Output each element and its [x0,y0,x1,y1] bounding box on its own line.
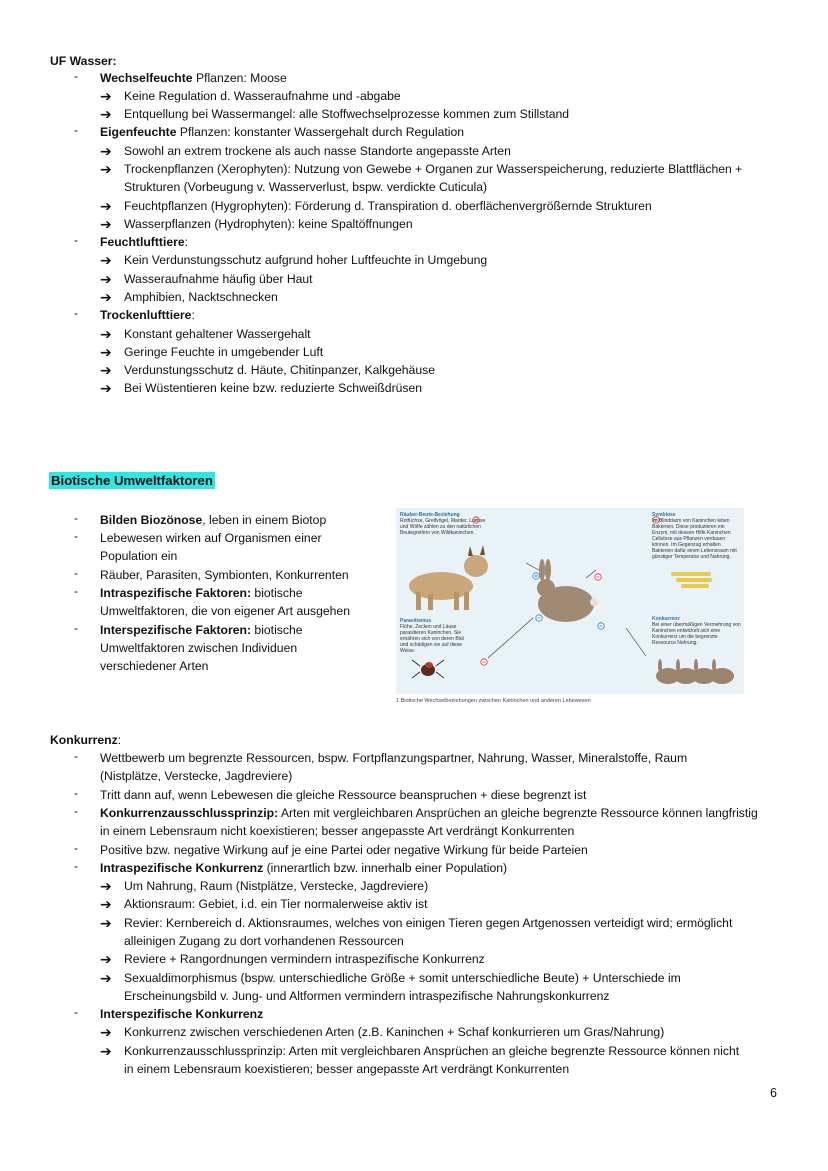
arrow-icon: ➔ [100,143,112,159]
page-number: 6 [770,1086,777,1100]
bullet-dash: - [74,584,79,598]
sub-item: Wasserpflanzen (Hydrophyten): keine Spaltöffnungen [124,217,413,231]
list-item-continued: verschiedener Arten [100,659,209,673]
bullet-dash: - [74,306,79,320]
list-item: Eigenfeuchte Pflanzen: konstanter Wassergehalt durch Regulation [100,125,465,139]
section-heading-biotisch: Biotische Umweltfaktoren [51,473,213,488]
bullet-dash: - [74,123,79,137]
arrow-icon: ➔ [100,252,112,268]
arrow-icon: ➔ [100,915,112,931]
arrow-icon: ➔ [100,970,112,986]
arrow-icon: ➔ [100,161,112,177]
sub-item: Konkurrenz zwischen verschiedenen Arten (z.B. Kaninchen + Schaf konkurrieren um Gras/Nahrung) [124,1025,665,1039]
connector-line [488,618,533,658]
bullet-dash: - [74,566,79,580]
sub-item: Konkurrenzausschlussprinzip: Arten mit vergleichbaren Ansprüchen an gleiche begrenzte Ressource können nicht [124,1044,740,1058]
list-item: Intraspezifische Konkurrenz (innerartlich bzw. innerhalb einer Population) [100,861,508,875]
section-title-konkurrenz: Konkurrenz: [50,733,122,747]
list-item: Interspezifische Faktoren: biotische [100,623,303,637]
arrow-icon: ➔ [100,271,112,287]
sub-item: Revier: Kernbereich d. Aktionsraumes, welches von einigen Tieren gegen Artgenossen verteidigt wird; ermöglicht [124,916,733,930]
list-item: Intraspezifische Faktoren: biotische [100,586,303,600]
list-item-continued: Population ein [100,549,178,563]
minus-marker-icon [598,623,604,629]
list-item: Räuber, Parasiten, Symbionten, Konkurrenten [100,568,349,582]
list-item: Trockenlufttiere: [100,308,195,322]
rabbit-group-icon [656,659,734,684]
minus-marker-icon [536,615,542,621]
figure-label-parasitism: Parasitismus Flöhe, Zecken und Läuse parasitieren Kaninchen. Sie ernähren sich von deren Blut und schädigen sie auf diese Weise. [400,618,464,654]
bullet-dash: - [74,1005,79,1019]
sub-item: Reviere + Rangordnungen vermindern intraspezifische Konkurrenz [124,952,485,966]
rabbit-icon [537,559,598,622]
sub-item: Amphibien, Nacktschnecken [124,290,278,304]
bullet-dash: - [74,511,79,525]
list-item: Interspezifische Konkurrenz [100,1007,264,1021]
tick-icon [412,660,444,678]
list-item: Feuchtlufttiere: [100,235,189,249]
figure-label-competition: Konkurrenz Bei einer übermäßigen Vermehrung von Kaninchen entwickelt sich eine Konkurrenz um die begrenzte Ressource Nahrung. [652,616,741,646]
sub-item: Geringe Feuchte in umgebender Luft [124,345,324,359]
list-item: Positive bzw. negative Wirkung auf je eine Partei oder negative Wirkung für beide Parteien [100,843,588,857]
arrow-icon: ➔ [100,362,112,378]
lynx-icon [409,545,488,610]
arrow-icon: ➔ [100,88,112,104]
sub-item-continued: in einem Lebensraum koexistieren; besser angepasste Art verdrängt Konkurrenten [124,1062,570,1076]
plus-marker-icon [533,573,539,579]
sub-item: Keine Regulation d. Wasseraufnahme und -abgabe [124,89,401,103]
bullet-dash: - [74,233,79,247]
sub-item: Entquellung bei Wassermangel: alle Stoffwechselprozesse kommen zum Stillstand [124,107,570,121]
list-item: Bilden Biozönose, leben in einem Biotop [100,513,327,527]
arrow-icon: ➔ [100,380,112,396]
plus-marker-icon [595,574,601,580]
bacteria-icon [671,572,712,588]
bullet-dash: - [74,621,79,635]
sub-item: Trockenpflanzen (Xerophyten): Nutzung von Gewebe + Organen zur Wasserspeicherung, reduzierte Blattflächen + [124,162,743,176]
sub-item: Aktionsraum: Gebiet, i.d. ein Tier normalerweise aktiv ist [124,897,428,911]
sub-item: Wasseraufnahme häufig über Haut [124,272,313,286]
arrow-icon: ➔ [100,344,112,360]
arrow-icon: ➔ [100,216,112,232]
list-item: Wechselfeuchte Pflanzen: Moose [100,71,287,85]
arrow-icon: ➔ [100,289,112,305]
list-item-continued: in einem Lebensraum nicht koexistieren; besser angepasste Art verdrängt Konkurrenten [100,824,575,838]
bullet-dash: - [74,69,79,83]
list-item: Tritt dann auf, wenn Lebewesen die gleiche Ressource beanspruchen + diese begrenzt ist [100,788,587,802]
sub-item: Kein Verdunstungsschutz aufgrund hoher Luftfeuchte in Umgebung [124,253,488,267]
sub-item-continued: alleinigen Zugang zu dort vorhandenen Ressourcen [124,934,404,948]
bullet-dash: - [74,529,79,543]
arrow-icon: ➔ [100,878,112,894]
minus-marker-icon [481,659,487,665]
arrow-icon: ➔ [100,198,112,214]
figure-caption: 1 Biotische Wechselbeziehungen zwischen Kaninchen und anderen Lebewesen [396,698,591,704]
sub-item: Sowohl an extrem trockene als auch nasse Standorte angepasste Arten [124,144,511,158]
sub-item: Verdunstungsschutz d. Häute, Chitinpanzer, Kalkgehäuse [124,363,435,377]
sub-item: Um Nahrung, Raum (Nistplätze, Verstecke, Jagdreviere) [124,879,429,893]
figure-label-symbiosis: Symbiose Im Blinddarm von Kaninchen leben Bakterien. Diese produzieren ein Enzym, mit dessen Hilfe Kaninchen Cellulose aus Pflanzen verdauen können. Im Gegenzug erhalten Bakterien dafür einen Lebensraum mit günstiger Temperatur und Nahrung. [652,512,737,560]
arrow-icon: ➔ [100,1043,112,1059]
sub-item-continued: Erscheinungsbild v. Jung- und Altformen vermindern intraspezifische Nahrungskonkurrenz [124,989,610,1003]
list-item-continued: (Nistplätze, Verstecke, Jagdreviere) [100,769,293,783]
sub-item: Feuchtpflanzen (Hygrophyten): Förderung d. Transpiration d. oberflächenvergrößernde Strukturen [124,199,652,213]
figure-label-predator-prey: Räuber-Beute-Beziehung Rotfüchse, Greifvögel, Marder, Luchse und Wölfe zählen zu den natürlichen Beutegreifern von Wildkaninchen. [400,512,486,536]
arrow-icon: ➔ [100,326,112,342]
list-item-continued: Umweltfaktoren zwischen Individuen [100,641,298,655]
list-item: Lebewesen wirken auf Organismen einer [100,531,322,545]
sub-item: Konstant gehaltener Wassergehalt [124,327,311,341]
arrow-icon: ➔ [100,1024,112,1040]
list-item: Konkurrenzausschlussprinzip: Arten mit vergleichbaren Ansprüchen an gleiche begrenzte Ressource können langfristig [100,806,758,820]
list-item-continued: Umweltfaktoren, die von eigener Art ausgehen [100,604,350,618]
bullet-dash: - [74,859,79,873]
connector-line [626,628,646,656]
arrow-icon: ➔ [100,896,112,912]
bullet-dash: - [74,749,79,763]
arrow-icon: ➔ [100,951,112,967]
bullet-dash: - [74,804,79,818]
sub-item: Bei Wüstentieren keine bzw. reduzierte Schweißdrüsen [124,381,423,395]
bullet-dash: - [74,841,79,855]
sub-item: Sexualdimorphismus (bspw. unterschiedliche Größe + somit unterschiedliche Beute) + Unterschiede im [124,971,681,985]
bullet-dash: - [74,786,79,800]
sub-item-continued: Strukturen (Vorbeugung v. Wasserverlust, bspw. verdickte Cuticula) [124,180,488,194]
figure-biotic-interactions [396,508,744,694]
arrow-icon: ➔ [100,106,112,122]
list-item: Wettbewerb um begrenzte Ressourcen, bspw. Fortpflanzungspartner, Nahrung, Wasser, Mineralstoffe, Raum [100,751,688,765]
section-title-uf-wasser: UF Wasser: [50,54,117,68]
